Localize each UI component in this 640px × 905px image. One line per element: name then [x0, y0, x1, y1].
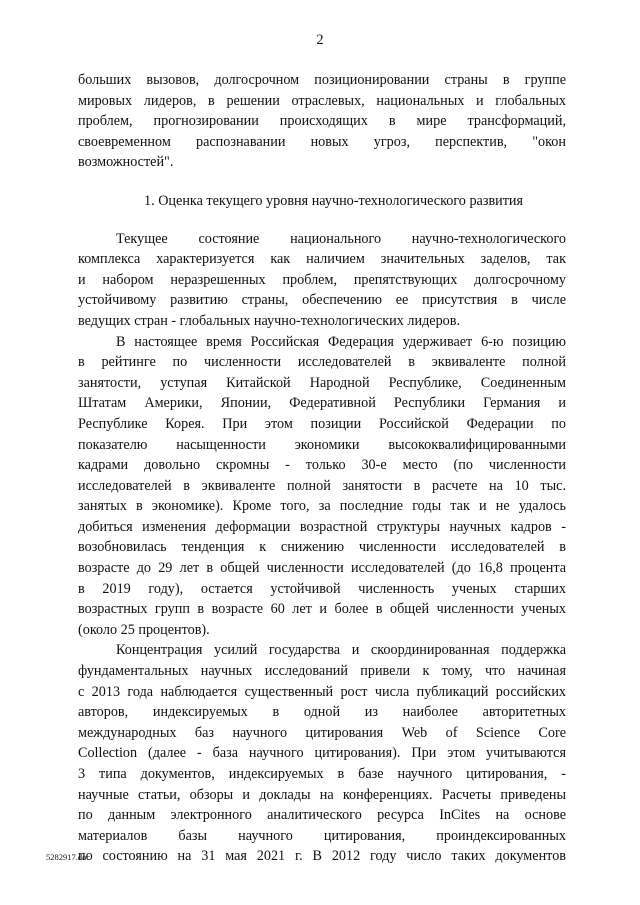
- text-line: своевременном распознавании новых угроз, перспектив, "окон: [78, 133, 566, 150]
- text-line: занятости, уступая Китайской Народной Республике, Соединенным: [78, 374, 566, 391]
- page-number: 2: [316, 32, 324, 48]
- text-line: кадрами довольно скромны - только 30-е место (по численности: [78, 457, 566, 474]
- paragraph: [78, 332, 566, 641]
- text-line: материалов базы научного цитирования, проиндексированных: [78, 827, 566, 844]
- paragraph: [78, 229, 566, 332]
- text-line: авторов, индексируемых в одной из наиболее авторитетных: [78, 704, 566, 721]
- text-line: возможностей".: [78, 154, 174, 171]
- text-line: возрасте до 29 лет в общей численности исследователей (до 16,8 процента: [78, 560, 566, 577]
- text-line: и набором неразрешенных проблем, препятствующих долгосрочному: [78, 271, 566, 288]
- text-line: Collection (далее - база научного цитирования). При этом учитываются: [78, 745, 566, 762]
- text-line: в 2019 году), остается устойчивой численность ученых старших: [78, 580, 566, 597]
- text-line: фундаментальных научных исследований привели к тому, что начиная: [78, 663, 566, 680]
- text-line: научные статьи, обзоры и доклады на конференциях. Расчеты приведены: [78, 786, 566, 803]
- text-line: исследователей в эквиваленте полной занятости в расчете на 10 тыс.: [78, 477, 566, 494]
- document-body: [78, 70, 566, 867]
- text-line: В настоящее время Российская Федерация удерживает 6-ю позицию: [116, 333, 566, 350]
- text-line: занятых в экономике). Кроме того, за последние годы так и не удалось: [78, 498, 566, 515]
- text-line: возрастных групп в возрасте 60 лет и более в общей численности ученых: [78, 601, 566, 618]
- text-line: мировых лидеров, в решении отраслевых, национальных и глобальных: [78, 92, 566, 109]
- text-line: комплекса характеризуется как наличием значительных заделов, так: [78, 251, 566, 268]
- text-line: в рейтинге по численности исследователей в эквиваленте полной: [78, 354, 566, 371]
- text-line: добиться изменения деформации возрастной структуры научных кадров -: [78, 518, 566, 535]
- text-line: Концентрация усилий государства и скоординированная поддержка: [116, 642, 566, 659]
- text-line: проблем, прогнозировании происходящих в мире трансформаций,: [78, 113, 566, 130]
- text-line: по состоянию на 31 мая 2021 г. В 2012 году число таких документов: [78, 848, 566, 865]
- text-line: 3 типа документов, индексируемых в базе научного цитирования, -: [78, 766, 566, 782]
- text-line: с 2013 года наблюдается существенный рост числа публикаций российских: [78, 683, 566, 700]
- section-heading: 1. Оценка текущего уровня научно-технологического развития: [144, 192, 524, 209]
- text-line: международных баз научного цитирования Web of Science Core: [78, 724, 566, 741]
- text-line: больших вызовов, долгосрочном позиционировании страны в группе: [78, 72, 566, 88]
- paragraph: [78, 640, 566, 867]
- text-line: возобновилась тенденция к снижению численности исследователей в: [78, 539, 566, 556]
- text-line: показателю насыщенности экономики высококвалифицированными: [78, 436, 566, 453]
- text-line: (около 25 процентов).: [78, 621, 210, 638]
- document-footer-filename: 5282917.doc: [46, 852, 91, 862]
- text-line: устойчивому развитию страны, обеспечению ее присутствия в числе: [78, 292, 566, 309]
- text-line: Республике Корея. При этом позиции Российской Федерации по: [78, 415, 566, 432]
- text-line: по данным электронного аналитического ресурса InCites на основе: [78, 807, 566, 824]
- text-line: Штатам Америки, Японии, Федеративной Республики Германия и: [78, 395, 566, 412]
- text-line: Текущее состояние национального научно-технологического: [116, 230, 566, 247]
- paragraph: [78, 70, 566, 173]
- text-line: ведущих стран - глобальных научно-технологических лидеров.: [78, 312, 461, 329]
